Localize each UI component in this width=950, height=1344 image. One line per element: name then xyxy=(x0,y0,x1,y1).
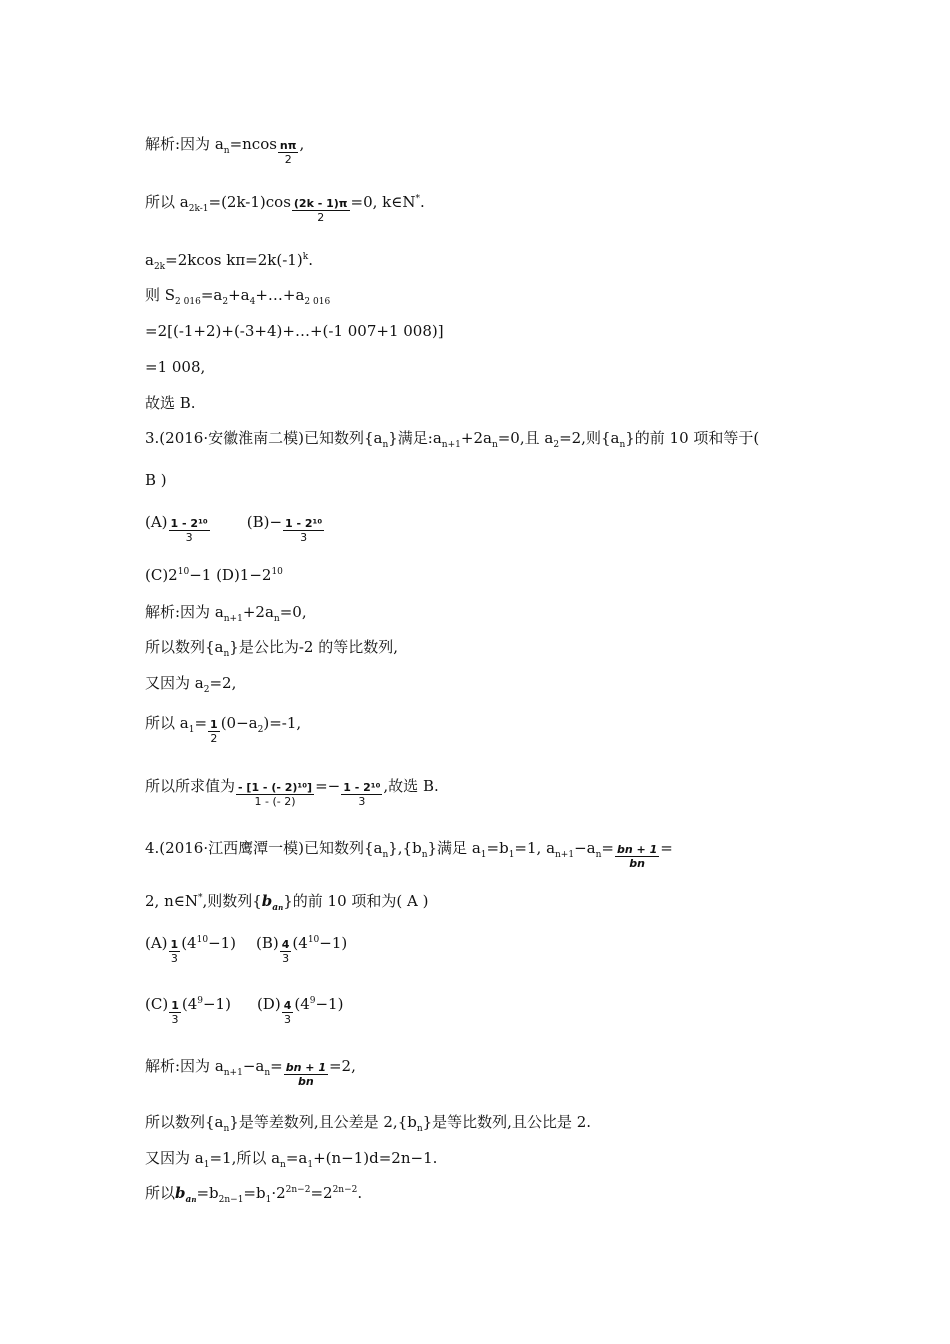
numerator: bn + 1 xyxy=(616,843,658,856)
denominator: 1 - (- 2) xyxy=(254,795,296,808)
option-b-label: (B) xyxy=(256,934,279,952)
text: −1) xyxy=(315,995,344,1013)
subscript: 4 xyxy=(249,297,256,307)
text: =2kcos kπ=2k(-1) xyxy=(165,251,303,269)
solution-4-line-1 xyxy=(145,1056,356,1088)
fraction xyxy=(615,843,659,870)
text: }的前 10 项和等于( xyxy=(625,429,760,447)
option-a-label: (A) xyxy=(145,934,168,952)
subscript: n+1 xyxy=(223,614,243,624)
denominator: 3 xyxy=(300,531,308,544)
text: , xyxy=(299,135,305,153)
text: 所以 a xyxy=(145,193,189,211)
text: =b xyxy=(243,1184,266,1202)
text: −1 (D)1−2 xyxy=(189,566,272,584)
option-c-label: (C) xyxy=(145,995,169,1013)
superscript: 10 xyxy=(177,567,190,577)
text: =0, k∈N xyxy=(350,193,416,211)
text: }的前 10 项和为( A ) xyxy=(283,892,429,910)
text: =2 xyxy=(310,1184,333,1202)
subscript: n xyxy=(280,1160,286,1170)
subscript: n+1 xyxy=(555,850,575,860)
superscript: 10 xyxy=(196,935,209,945)
solution-line-4 xyxy=(145,285,330,305)
subscript: n+1 xyxy=(441,440,461,450)
text: )=-1, xyxy=(263,714,302,732)
text: 4.(2016·江西鹰潭一模)已知数列{a xyxy=(145,839,383,857)
option-a-label: (A) xyxy=(145,513,168,531)
superscript: 10 xyxy=(271,567,283,577)
subscript: n xyxy=(223,1124,230,1134)
numerator: 1 - 2¹⁰ xyxy=(343,781,381,794)
text: =b xyxy=(486,839,509,857)
text: =2, xyxy=(209,674,237,692)
subscript: n xyxy=(382,850,389,860)
text: 解析:因为 a xyxy=(145,135,224,153)
text: 解析:因为 a xyxy=(145,603,224,621)
solution-line-1 xyxy=(145,134,304,166)
numerator: 1 xyxy=(171,999,179,1012)
subscript: n xyxy=(223,146,230,156)
text: (4 xyxy=(181,934,197,952)
text: −a xyxy=(574,839,596,857)
solution-3-line-3 xyxy=(145,673,236,693)
subscript xyxy=(272,903,283,913)
text: =− xyxy=(315,777,341,795)
fraction xyxy=(169,517,210,544)
text: (4 xyxy=(294,995,310,1013)
superscript: * xyxy=(197,893,203,903)
math-b: b xyxy=(175,1184,186,1202)
subscript: 2 xyxy=(203,685,210,695)
text: −1) xyxy=(319,934,348,952)
text: =0, xyxy=(279,603,307,621)
subscript: 2 016 xyxy=(304,297,331,307)
fraction xyxy=(278,139,299,166)
text: (C)2 xyxy=(145,566,178,584)
denominator: 3 xyxy=(185,531,193,544)
text: 则 S xyxy=(145,286,176,304)
subscript: n xyxy=(264,1068,271,1078)
denominator: bn xyxy=(298,1075,314,1088)
subscript: 2 016 xyxy=(175,297,201,307)
math-n: n xyxy=(191,1195,197,1204)
text: = xyxy=(660,839,673,857)
text: =a xyxy=(285,1149,308,1167)
text: 3.(2016·安徽淮南二模)已知数列{a xyxy=(145,429,383,447)
subscript: 2 xyxy=(553,440,560,450)
superscript: 9 xyxy=(309,996,316,1006)
text: ·2 xyxy=(271,1184,286,1202)
text: −1) xyxy=(202,995,231,1013)
fraction xyxy=(169,999,181,1026)
subscript: 1 xyxy=(265,1195,272,1205)
option-b-label: (B)− xyxy=(246,513,283,531)
subscript: 2k xyxy=(153,262,166,272)
subscript: 1 xyxy=(188,725,195,735)
text: +2a xyxy=(242,603,274,621)
solution-3-line-5 xyxy=(145,776,439,808)
denominator: bn xyxy=(629,857,645,870)
subscript: n xyxy=(595,850,602,860)
question-4-options-ab xyxy=(145,933,347,965)
option-d-label: (D) xyxy=(256,995,281,1013)
subscript: n xyxy=(273,614,280,624)
text: 所以数列{a xyxy=(145,638,224,656)
text: −1) xyxy=(208,934,237,952)
text: =1, a xyxy=(514,839,556,857)
superscript: k xyxy=(302,252,309,262)
solution-3-line-2 xyxy=(145,637,398,657)
denominator: 3 xyxy=(282,952,290,965)
text: a xyxy=(145,251,154,269)
numerator: - [1 - (- 2)¹⁰] xyxy=(238,781,313,794)
text: = xyxy=(194,714,208,732)
subscript: n xyxy=(223,649,230,659)
denominator: 3 xyxy=(170,952,178,965)
subscript: 2 xyxy=(222,297,229,307)
text: = xyxy=(601,839,614,857)
solution-4-line-3 xyxy=(145,1148,437,1168)
math-a: a xyxy=(272,903,279,913)
denominator: 2 xyxy=(284,153,292,166)
fraction xyxy=(283,517,324,544)
text: . xyxy=(308,251,313,269)
superscript: 2n−2 xyxy=(285,1185,311,1195)
question-4-options-cd xyxy=(145,994,343,1026)
solution-4-line-4 xyxy=(145,1183,362,1203)
text: }是公比为-2 的等比数列, xyxy=(229,638,398,656)
superscript: * xyxy=(415,194,420,204)
text: =b xyxy=(196,1184,219,1202)
text: 又因为 a xyxy=(145,674,204,692)
subscript: n+1 xyxy=(223,1068,243,1078)
fraction xyxy=(284,1061,328,1088)
text: . xyxy=(357,1184,363,1202)
text: },{b xyxy=(388,839,422,857)
subscript: 2n−1 xyxy=(218,1195,244,1205)
solution-line-6: =1 008, xyxy=(145,358,206,376)
text: ,则数列{ xyxy=(202,892,262,910)
numerator: nπ xyxy=(279,139,297,152)
text: = xyxy=(270,1057,283,1075)
subscript: 2k-1 xyxy=(188,204,209,214)
superscript: 9 xyxy=(197,996,203,1006)
math-a: a xyxy=(185,1195,192,1205)
fraction xyxy=(169,938,181,965)
text: }是等比数列,且公比是 2. xyxy=(422,1113,592,1131)
numerator: 1 - 2¹⁰ xyxy=(170,517,208,530)
math-n: n xyxy=(278,903,284,912)
subscript: 1 xyxy=(508,850,515,860)
denominator: 2 xyxy=(210,732,218,745)
fraction xyxy=(280,938,292,965)
text: }满足 a xyxy=(427,839,481,857)
subscript: n xyxy=(382,440,389,450)
text: −a xyxy=(242,1057,265,1075)
numerator: bn + 1 xyxy=(285,1061,326,1074)
solution-line-3 xyxy=(145,250,313,270)
text: 2, n∈N xyxy=(145,892,198,910)
subscript: 1 xyxy=(203,1160,210,1170)
solution-line-2 xyxy=(145,192,425,224)
subscript: n xyxy=(491,440,498,450)
numerator: 4 xyxy=(283,999,292,1012)
subscript: 1 xyxy=(480,850,487,860)
question-3-options-cd xyxy=(145,565,283,585)
question-3-options-ab xyxy=(145,512,325,544)
superscript: 10 xyxy=(307,935,320,945)
text: 又因为 a xyxy=(145,1149,204,1167)
solution-3-line-1 xyxy=(145,602,307,622)
solution-4-line-2 xyxy=(145,1112,591,1132)
subscript: n xyxy=(416,1124,423,1134)
text: }满足:a xyxy=(388,429,442,447)
fraction xyxy=(236,781,314,808)
question-3 xyxy=(145,428,759,448)
text: +…+a xyxy=(255,286,305,304)
solution-3-line-4 xyxy=(145,713,301,745)
superscript: 2n−2 xyxy=(332,1185,358,1195)
numerator: 1 xyxy=(170,938,179,951)
text: =(2k-1)cos xyxy=(208,193,291,211)
solution-line-5: =2[(-1+2)+(-3+4)+…+(-1 007+1 008)] xyxy=(145,322,444,340)
question-3-answer: B ) xyxy=(145,471,167,489)
text: =2,则{a xyxy=(559,429,620,447)
denominator: 3 xyxy=(171,1013,179,1026)
text: ,故选 B. xyxy=(383,777,439,795)
text: =ncos xyxy=(229,135,277,153)
text: +(n−1)d=2n−1. xyxy=(313,1149,438,1167)
solution-answer: 故选 B. xyxy=(145,394,196,412)
text: =a xyxy=(200,286,223,304)
text: 解析:因为 a xyxy=(145,1057,224,1075)
text: . xyxy=(419,193,425,211)
subscript: n xyxy=(421,850,428,860)
text: +2a xyxy=(460,429,492,447)
question-4 xyxy=(145,838,673,870)
numerator: 4 xyxy=(281,938,290,951)
fraction xyxy=(292,197,350,224)
denominator: 3 xyxy=(284,1013,292,1026)
text: }是等差数列,且公差是 2,{b xyxy=(229,1113,417,1131)
denominator: 2 xyxy=(317,211,325,224)
text: 所以所求值为 xyxy=(145,777,236,795)
subscript: n xyxy=(619,440,626,450)
subscript xyxy=(186,1195,197,1205)
subscript: 1 xyxy=(307,1160,314,1170)
text: =0,且 a xyxy=(497,429,554,447)
numerator: (2k - 1)π xyxy=(293,197,348,210)
text: 所以数列{a xyxy=(145,1113,224,1131)
math-b: b xyxy=(261,892,273,910)
text: 所以 a xyxy=(145,714,189,732)
question-4-line-2 xyxy=(145,891,428,911)
text: +a xyxy=(228,286,250,304)
fraction xyxy=(208,718,220,745)
text: (0−a xyxy=(220,714,258,732)
denominator: 3 xyxy=(358,795,366,808)
text: =1,所以 a xyxy=(209,1149,281,1167)
numerator: 1 xyxy=(210,718,218,731)
subscript: 2 xyxy=(257,725,264,735)
text: 所以 xyxy=(145,1184,176,1202)
text: (4 xyxy=(292,934,308,952)
numerator: 1 - 2¹⁰ xyxy=(285,517,323,530)
text: =2, xyxy=(328,1057,356,1075)
text: (4 xyxy=(181,995,198,1013)
fraction xyxy=(282,999,294,1026)
fraction xyxy=(341,781,382,808)
